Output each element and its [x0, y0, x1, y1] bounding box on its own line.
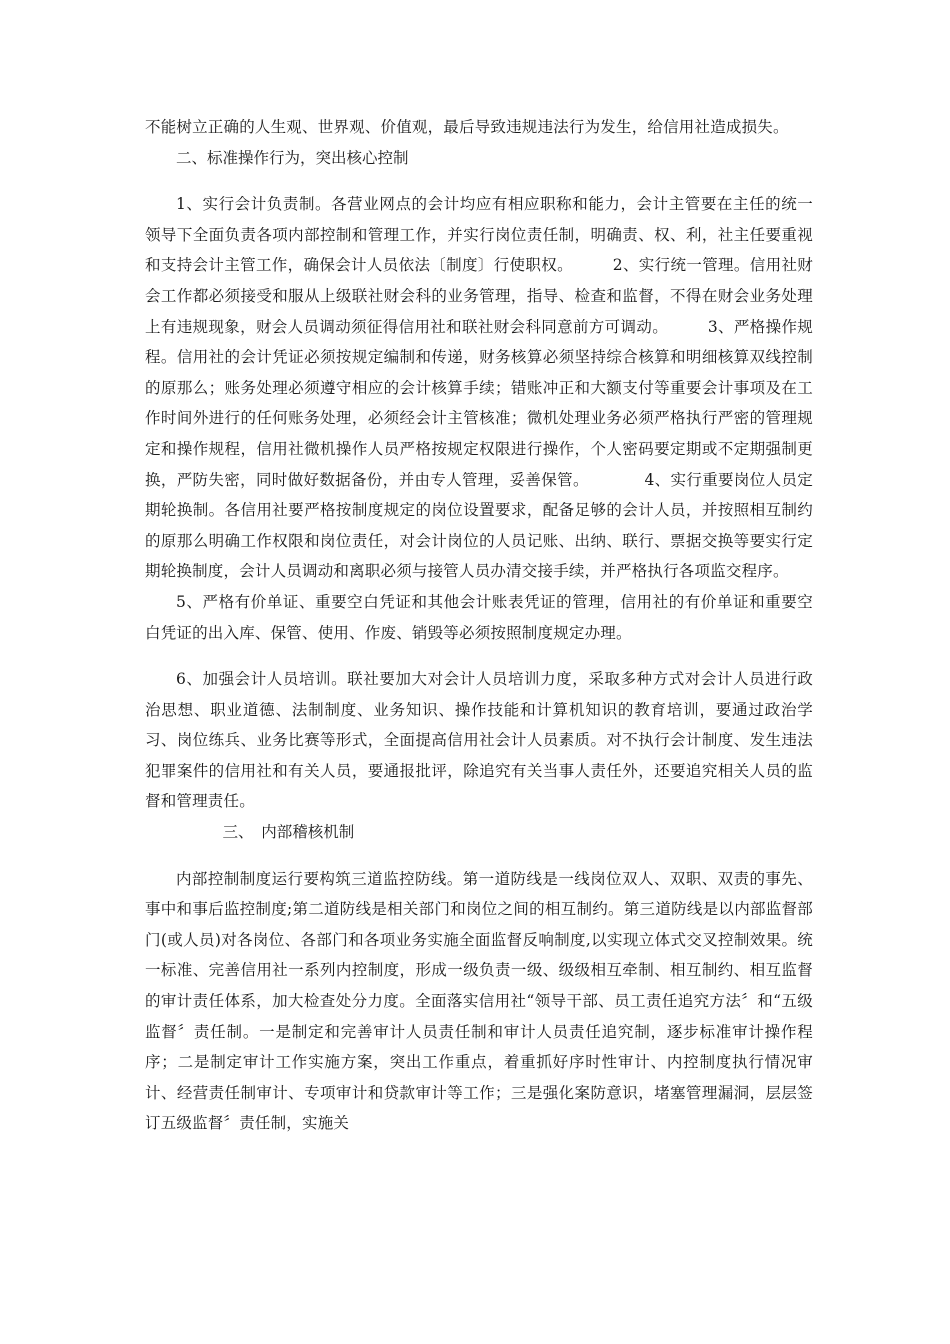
section-heading-3: 三、 内部稽核机制 — [222, 823, 355, 842]
paragraph-items-1-4: 1、实行会计负责制。各营业网点的会计均应有相应职称和能力，会计主管要在主任的统一领导下全面负责各项内部控制和管理工作，并实行岗位责任制，明确责、权、利，社主任要重视和支持会计主管工作，确保会计人员依法〔制度〕行使职权。 2、实行统一管理。信用社财会工作都必须接受和服从上级联社财会科的业务管理，指导、检查和监督，不得在财会业务处理上有违规现象，财会人员调动须征得信用社和联社财会科同意前方可调动。 3、严格操作规程。信用社的会计凭证必须按规定编制和传递，财务核算必须坚持综合核算和明细核算双线控制的原那么；账务处理必须遵守相应的会计核算手续；错账冲正和大额支付等重要会计事项及在工作时间外进行的任何账务处理，必须经会计主管核准；微机处理业务必须严格执行严密的管理规定和操作规程，信用社微机操作人员严格按规定权限进行操作，个人密码要定期或不定期强制更换，严防失密，同时做好数据备份，并由专人管理，妥善保管。 4、实行重要岗位人员定期轮换制。各信用社要严格按制度规定的岗位设置要求，配备足够的会计人员，并按照相互制约的原那么明确工作权限和岗位责任，对会计岗位的人员记账、出纳、联行、票据交换等要实行定期轮换制度，会计人员调动和离职必须与接管人员办清交接手续，并严格执行各项监交程序。 — [145, 195, 813, 581]
paragraph-item-6: 6、加强会计人员培训。联社要加大对会计人员培训力度，采取多种方式对会计人员进行政治思想、职业道德、法制制度、业务知识、操作技能和计算机知识的教育培训，要通过政治学习、岗位练兵、业务比赛等形式，全面提高信用社会计人员素质。对不执行会计制度、发生违法犯罪案件的信用社和有关人员，要通报批评，除追究有关当事人责任外，还要追究相关人员的监督和管理责任。 — [145, 670, 813, 811]
paragraph-intro: 不能树立正确的人生观、世界观、价值观，最后导致违规违法行为发生，给信用社造成损失。 — [145, 118, 789, 136]
paragraph-item-5: 5、严格有价单证、重要空白凭证和其他会计账表凭证的管理，信用社的有价单证和重要空白凭证的出入库、保管、使用、作废、销毁等必须按照制度规定办理。 — [145, 592, 813, 642]
paragraph-audit: 内部控制制度运行要构筑三道监控防线。第一道防线是一线岗位双人、双职、双责的事先、事中和事后监控制度;第二道防线是相关部门和岗位之间的相互制约。第三道防线是以内部监督部门(或人员)对各岗位、各部门和各项业务实施全面监督反响制度,以实现立体式交叉控制效果。统一标准、完善信用社一系列内控制度，形成一级负责一级、级级相互牵制、相互制约、相互监督的审计责任体系，加大检查处分力度。全面落实信用社“领导干部、员工责任追究方法〞和“五级监督〞责任制。一是制定和完善审计人员责任制和审计人员责任追究制，逐步标准审计操作程序；二是制定审计工作实施方案，突出工作重点，着重抓好序时性审计、内控制度执行情况审计、经营责任制审计、专项审计和贷款审计等工作；三是强化案防意识，堵塞管理漏洞，层层签订五级监督〞责任制，实施关 — [145, 869, 813, 1133]
section-heading-2: 二、标准操作行为，突出核心控制 — [176, 148, 409, 167]
document-page — [145, 112, 813, 1139]
